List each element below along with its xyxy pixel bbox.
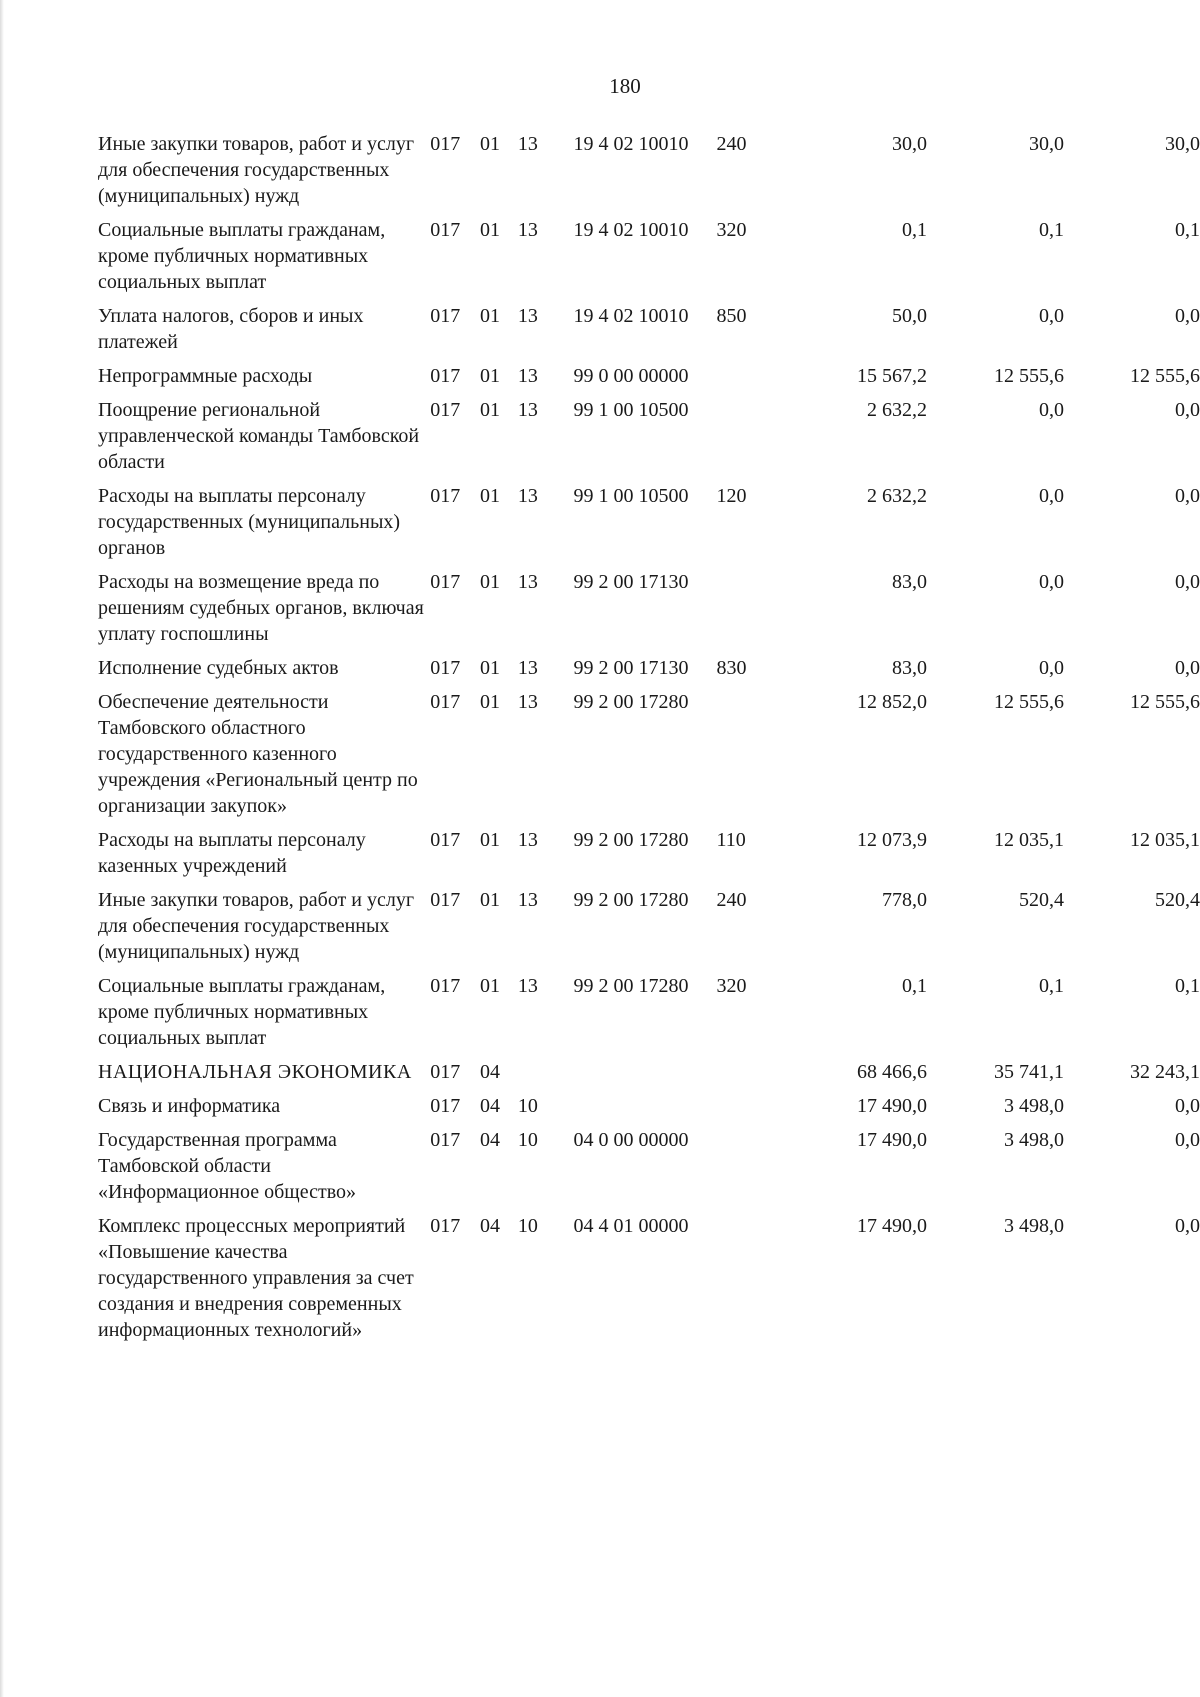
- table-row: [98, 973, 1200, 1059]
- row-subsection-code: 13: [517, 889, 538, 911]
- row-expense-type-code: [716, 569, 786, 655]
- row-name: Социальные выплаты гражданам, кроме публичных нормативных социальных выплат: [98, 219, 386, 293]
- table-row: [98, 363, 1200, 397]
- row-target-article-code: 99 2 00 17130: [573, 571, 689, 593]
- row-target-article-code: 99 2 00 17280: [573, 691, 689, 713]
- row-section-code: 01: [480, 485, 501, 507]
- table-row: [98, 217, 1200, 303]
- row-amount-year-2: 30,0: [1028, 133, 1064, 155]
- row-amount-year-3: 0,1: [1175, 975, 1200, 997]
- row-amount-year-1: 17 490,0: [856, 1095, 927, 1117]
- row-expense-type-code: [716, 1213, 786, 1351]
- row-amount-year-3: 32 243,1: [1130, 1061, 1200, 1083]
- row-ved-code: 017: [430, 1215, 461, 1237]
- row-expense-type-code: [716, 1127, 786, 1213]
- row-amount-year-2: 12 035,1: [993, 829, 1064, 851]
- row-amount-year-2: 35 741,1: [993, 1061, 1064, 1083]
- row-section-code: 01: [480, 305, 501, 327]
- row-expense-type-code: 320: [716, 219, 747, 241]
- row-amount-year-1: 17 490,0: [856, 1215, 927, 1237]
- row-amount-year-3: 0,1: [1175, 219, 1200, 241]
- row-expense-type-code: 850: [716, 305, 747, 327]
- row-subsection-code: 13: [517, 219, 538, 241]
- row-amount-year-3: 0,0: [1175, 1095, 1200, 1117]
- row-ved-code: 017: [430, 1061, 461, 1083]
- budget-table: [98, 131, 1200, 1351]
- table-row: [98, 303, 1200, 363]
- row-subsection-code: 13: [517, 365, 538, 387]
- row-amount-year-3: 0,0: [1175, 657, 1200, 679]
- row-name: Связь и информатика: [98, 1095, 281, 1117]
- row-target-article-code: 19 4 02 10010: [573, 305, 689, 327]
- row-name: Поощрение региональной управленческой команды Тамбовской области: [98, 399, 420, 473]
- row-expense-type-code: 110: [716, 829, 746, 851]
- table-row: [98, 397, 1200, 483]
- row-expense-type-code: [716, 1093, 786, 1127]
- table-row: [98, 655, 1200, 689]
- scan-edge-shadow: [0, 0, 4, 1697]
- row-amount-year-1: 12 852,0: [856, 691, 927, 713]
- row-ved-code: 017: [430, 657, 461, 679]
- row-target-article-code: 99 1 00 10500: [573, 399, 689, 421]
- table-row: [98, 689, 1200, 827]
- row-amount-year-2: 520,4: [1018, 889, 1064, 911]
- row-subsection-code: 13: [517, 657, 538, 679]
- row-amount-year-1: 2 632,2: [866, 485, 927, 507]
- row-amount-year-2: 12 555,6: [993, 365, 1064, 387]
- row-subsection-code: 13: [517, 571, 538, 593]
- row-ved-code: 017: [430, 975, 461, 997]
- row-subsection-code: 13: [517, 305, 538, 327]
- row-target-article-code: [573, 1059, 716, 1093]
- table-row: [98, 131, 1200, 217]
- table-row: [98, 887, 1200, 973]
- row-amount-year-3: 0,0: [1175, 571, 1200, 593]
- row-subsection-code: 10: [517, 1095, 538, 1117]
- row-amount-year-1: 12 073,9: [856, 829, 927, 851]
- row-name: НАЦИОНАЛЬНАЯ ЭКОНОМИКА: [98, 1061, 412, 1083]
- row-section-code: 04: [480, 1061, 501, 1083]
- row-subsection-code: 10: [517, 1129, 538, 1151]
- row-ved-code: 017: [430, 365, 461, 387]
- row-expense-type-code: [716, 1059, 786, 1093]
- row-amount-year-2: 3 498,0: [1003, 1129, 1064, 1151]
- table-row: [98, 1059, 1200, 1093]
- row-name: Иные закупки товаров, работ и услуг для обеспечения государственных (муниципальных) нужд: [98, 889, 415, 963]
- row-section-code: 01: [480, 829, 501, 851]
- row-amount-year-3: 0,0: [1175, 399, 1200, 421]
- row-subsection-code: 10: [517, 1215, 538, 1237]
- row-amount-year-3: 0,0: [1175, 1215, 1200, 1237]
- row-name: Обеспечение деятельности Тамбовского областного государственного казенного учреждения «Региональный центр по организации закупок»: [98, 691, 418, 817]
- table-row: [98, 1213, 1200, 1351]
- row-section-code: 01: [480, 365, 501, 387]
- table-body: [98, 131, 1200, 1351]
- row-name: Непрограммные расходы: [98, 365, 313, 387]
- row-name: Уплата налогов, сборов и иных платежей: [98, 305, 364, 353]
- row-section-code: 01: [480, 399, 501, 421]
- row-name: Расходы на возмещение вреда по решениям судебных органов, включая уплату госпошлины: [98, 571, 424, 645]
- row-section-code: 04: [480, 1095, 501, 1117]
- row-ved-code: 017: [430, 1129, 461, 1151]
- row-amount-year-2: 0,1: [1038, 219, 1064, 241]
- table-row: [98, 1093, 1200, 1127]
- row-ved-code: 017: [430, 1095, 461, 1117]
- row-section-code: 01: [480, 691, 501, 713]
- row-amount-year-2: 3 498,0: [1003, 1215, 1064, 1237]
- row-name: Расходы на выплаты персоналу государственных (муниципальных) органов: [98, 485, 401, 559]
- row-amount-year-1: 83,0: [891, 657, 927, 679]
- row-name: Социальные выплаты гражданам, кроме публичных нормативных социальных выплат: [98, 975, 386, 1049]
- row-name: Исполнение судебных актов: [98, 657, 339, 679]
- table-row: [98, 1127, 1200, 1213]
- row-name: Расходы на выплаты персоналу казенных учреждений: [98, 829, 366, 877]
- row-subsection-code: 13: [517, 399, 538, 421]
- row-target-article-code: 19 4 02 10010: [573, 133, 689, 155]
- row-section-code: 04: [480, 1129, 501, 1151]
- row-amount-year-3: 0,0: [1175, 1129, 1200, 1151]
- page-number: 180: [609, 74, 641, 98]
- row-ved-code: 017: [430, 399, 461, 421]
- row-expense-type-code: [716, 363, 786, 397]
- row-amount-year-1: 50,0: [891, 305, 927, 327]
- row-amount-year-3: 12 035,1: [1130, 829, 1200, 851]
- row-expense-type-code: 120: [716, 485, 747, 507]
- row-expense-type-code: [716, 689, 786, 827]
- row-section-code: 01: [480, 219, 501, 241]
- row-expense-type-code: 240: [716, 889, 747, 911]
- row-ved-code: 017: [430, 889, 461, 911]
- row-amount-year-1: 15 567,2: [856, 365, 927, 387]
- row-amount-year-2: 0,0: [1038, 305, 1064, 327]
- row-section-code: 01: [480, 571, 501, 593]
- row-amount-year-1: 83,0: [891, 571, 927, 593]
- row-target-article-code: 04 0 00 00000: [573, 1129, 689, 1151]
- row-amount-year-2: 3 498,0: [1003, 1095, 1064, 1117]
- row-section-code: 01: [480, 975, 501, 997]
- row-section-code: 01: [480, 889, 501, 911]
- row-ved-code: 017: [430, 691, 461, 713]
- row-ved-code: 017: [430, 571, 461, 593]
- row-amount-year-1: 2 632,2: [866, 399, 927, 421]
- row-ved-code: 017: [430, 829, 461, 851]
- table-row: [98, 483, 1200, 569]
- row-amount-year-3: 30,0: [1165, 133, 1200, 155]
- row-target-article-code: 99 2 00 17280: [573, 889, 689, 911]
- row-expense-type-code: 240: [716, 133, 747, 155]
- row-amount-year-1: 17 490,0: [856, 1129, 927, 1151]
- row-target-article-code: 99 2 00 17280: [573, 829, 689, 851]
- row-target-article-code: 99 2 00 17130: [573, 657, 689, 679]
- row-subsection-code: 13: [517, 829, 538, 851]
- row-amount-year-2: 0,1: [1038, 975, 1064, 997]
- row-subsection-code: [518, 1059, 574, 1093]
- row-section-code: 01: [480, 133, 501, 155]
- row-expense-type-code: 320: [716, 975, 747, 997]
- row-target-article-code: 99 1 00 10500: [573, 485, 689, 507]
- row-subsection-code: 13: [517, 975, 538, 997]
- row-amount-year-2: 0,0: [1038, 571, 1064, 593]
- row-amount-year-3: 0,0: [1175, 485, 1200, 507]
- row-amount-year-3: 12 555,6: [1130, 691, 1200, 713]
- row-amount-year-1: 68 466,6: [856, 1061, 927, 1083]
- row-amount-year-3: 12 555,6: [1130, 365, 1200, 387]
- row-name: Государственная программа Тамбовской области «Информационное общество»: [98, 1129, 357, 1203]
- row-amount-year-3: 520,4: [1155, 889, 1200, 911]
- row-section-code: 01: [480, 657, 501, 679]
- row-name: Комплекс процессных мероприятий «Повышение качества государственного управления за счет создания и внедрения современных информационных технологий»: [98, 1215, 414, 1341]
- row-target-article-code: [573, 1093, 716, 1127]
- row-subsection-code: 13: [517, 691, 538, 713]
- row-amount-year-2: 0,0: [1038, 485, 1064, 507]
- row-subsection-code: 13: [517, 133, 538, 155]
- row-target-article-code: 99 2 00 17280: [573, 975, 689, 997]
- row-target-article-code: 19 4 02 10010: [573, 219, 689, 241]
- row-subsection-code: 13: [517, 485, 538, 507]
- row-amount-year-2: 0,0: [1038, 657, 1064, 679]
- row-amount-year-1: 0,1: [901, 219, 927, 241]
- row-amount-year-2: 12 555,6: [993, 691, 1064, 713]
- row-amount-year-1: 30,0: [891, 133, 927, 155]
- row-ved-code: 017: [430, 305, 461, 327]
- row-amount-year-2: 0,0: [1038, 399, 1064, 421]
- row-ved-code: 017: [430, 133, 461, 155]
- table-row: [98, 827, 1200, 887]
- row-expense-type-code: 830: [716, 657, 747, 679]
- row-ved-code: 017: [430, 485, 461, 507]
- row-target-article-code: 99 0 00 00000: [573, 365, 689, 387]
- row-ved-code: 017: [430, 219, 461, 241]
- row-name: Иные закупки товаров, работ и услуг для обеспечения государственных (муниципальных) нужд: [98, 133, 415, 207]
- row-section-code: 04: [480, 1215, 501, 1237]
- row-target-article-code: 04 4 01 00000: [573, 1215, 689, 1237]
- row-amount-year-3: 0,0: [1175, 305, 1200, 327]
- row-amount-year-1: 778,0: [881, 889, 927, 911]
- row-amount-year-1: 0,1: [901, 975, 927, 997]
- row-expense-type-code: [716, 397, 786, 483]
- table-row: [98, 569, 1200, 655]
